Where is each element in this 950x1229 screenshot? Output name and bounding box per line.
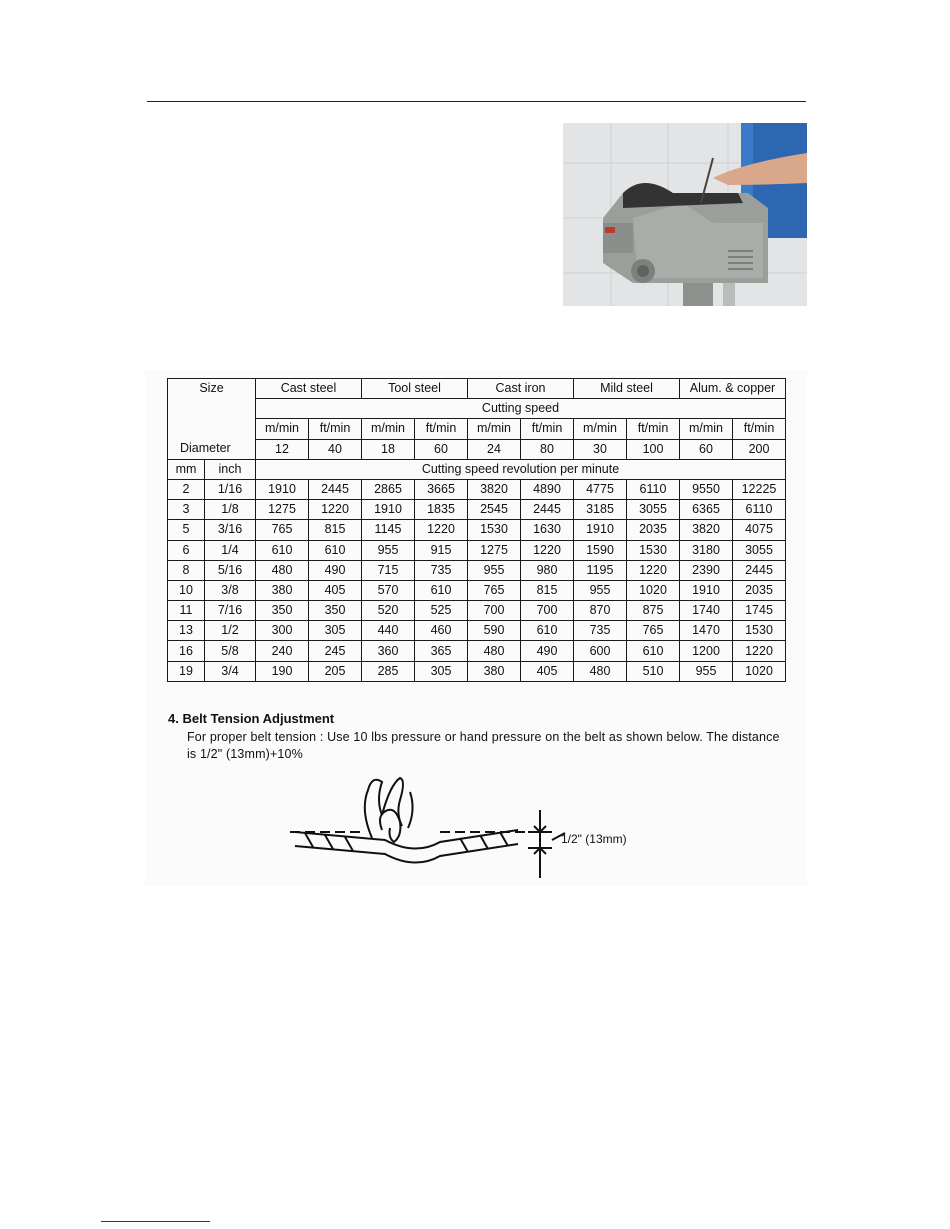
rpm-cell: 610 — [256, 540, 309, 560]
blank-cell — [168, 419, 256, 439]
rpm-cell: 1530 — [733, 621, 786, 641]
inch-cell: 5/8 — [205, 641, 256, 661]
unit-cell: m/min — [680, 419, 733, 439]
rpm-cell: 480 — [468, 641, 521, 661]
rpm-cell: 765 — [468, 580, 521, 600]
rpm-cell: 570 — [362, 580, 415, 600]
rpm-cell: 1020 — [627, 580, 680, 600]
speed-cell: 12 — [256, 439, 309, 459]
mm-cell: 11 — [168, 601, 205, 621]
rpm-cell: 440 — [362, 621, 415, 641]
rpm-cell: 285 — [362, 661, 415, 681]
rpm-cell: 700 — [521, 601, 574, 621]
rpm-cell: 1530 — [468, 520, 521, 540]
rpm-cell: 955 — [574, 580, 627, 600]
section-body: For proper belt tension : Use 10 lbs pressure or hand pressure on the belt as shown below. The distance is 1/2" (13mm)+10% — [187, 730, 780, 761]
rpm-cell: 765 — [256, 520, 309, 540]
header-rule — [147, 101, 806, 102]
rpm-cell: 2390 — [680, 560, 733, 580]
rpm-cell: 1470 — [680, 621, 733, 641]
speed-cell: 40 — [309, 439, 362, 459]
rpm-cell: 765 — [627, 621, 680, 641]
rpm-rows — [168, 479, 786, 681]
inch-cell: 7/16 — [205, 601, 256, 621]
rpm-cell: 525 — [415, 601, 468, 621]
rpm-cell: 300 — [256, 621, 309, 641]
rpm-cell: 480 — [574, 661, 627, 681]
rpm-header: Cutting speed revolution per minute — [256, 459, 786, 479]
table-row — [168, 500, 786, 520]
rpm-cell: 610 — [309, 540, 362, 560]
rpm-cell: 915 — [415, 540, 468, 560]
mm-cell: 8 — [168, 560, 205, 580]
rpm-cell: 6365 — [680, 500, 733, 520]
mm-cell: 2 — [168, 479, 205, 499]
rpm-cell: 875 — [627, 601, 680, 621]
rpm-cell: 815 — [309, 520, 362, 540]
inch-cell: 5/16 — [205, 560, 256, 580]
table-row — [168, 520, 786, 540]
rpm-cell: 1630 — [521, 520, 574, 540]
cutting-speed-header: Cutting speed — [256, 399, 786, 419]
inch-cell: 3/8 — [205, 580, 256, 600]
rpm-cell: 1910 — [680, 580, 733, 600]
rpm-cell: 1220 — [627, 560, 680, 580]
mm-cell: 16 — [168, 641, 205, 661]
rpm-cell: 870 — [574, 601, 627, 621]
rpm-cell: 590 — [468, 621, 521, 641]
rpm-cell: 3055 — [627, 500, 680, 520]
unit-cell: ft/min — [733, 419, 786, 439]
unit-cell: ft/min — [521, 419, 574, 439]
rpm-cell: 405 — [309, 580, 362, 600]
speed-cell: 24 — [468, 439, 521, 459]
size-header: Size — [168, 379, 256, 399]
rpm-cell: 1910 — [256, 479, 309, 499]
rpm-cell: 3820 — [680, 520, 733, 540]
inch-cell: 3/4 — [205, 661, 256, 681]
rpm-cell: 735 — [415, 560, 468, 580]
rpm-cell: 1835 — [415, 500, 468, 520]
cutting-speed-table — [167, 378, 786, 682]
table-row — [168, 621, 786, 641]
rpm-cell: 4775 — [574, 479, 627, 499]
table-row — [168, 540, 786, 560]
rpm-cell: 955 — [468, 560, 521, 580]
table-header-row — [168, 379, 786, 399]
rpm-cell: 405 — [521, 661, 574, 681]
inch-cell: 1/16 — [205, 479, 256, 499]
inch-cell: 1/8 — [205, 500, 256, 520]
rpm-cell: 2035 — [733, 580, 786, 600]
rpm-cell: 3180 — [680, 540, 733, 560]
table-header-row — [168, 399, 786, 419]
inch-cell: 1/4 — [205, 540, 256, 560]
table-row — [168, 560, 786, 580]
rpm-cell: 2865 — [362, 479, 415, 499]
unit-cell: m/min — [574, 419, 627, 439]
rpm-cell: 12225 — [733, 479, 786, 499]
blank-cell — [168, 399, 256, 419]
rpm-cell: 6110 — [627, 479, 680, 499]
mm-cell: 6 — [168, 540, 205, 560]
rpm-cell: 735 — [574, 621, 627, 641]
table-row — [168, 601, 786, 621]
rpm-cell: 350 — [256, 601, 309, 621]
rpm-cell: 350 — [309, 601, 362, 621]
rpm-cell: 610 — [415, 580, 468, 600]
diagram-label: 1/2" (13mm) — [561, 832, 627, 846]
rpm-cell: 380 — [256, 580, 309, 600]
rpm-cell: 190 — [256, 661, 309, 681]
rpm-cell: 490 — [521, 641, 574, 661]
rpm-cell: 1910 — [362, 500, 415, 520]
rpm-cell: 305 — [309, 621, 362, 641]
rpm-cell: 1020 — [733, 661, 786, 681]
table-header-row — [168, 459, 786, 479]
inch-cell: 3/16 — [205, 520, 256, 540]
mm-cell: 3 — [168, 500, 205, 520]
rpm-cell: 360 — [362, 641, 415, 661]
speed-cell: 60 — [415, 439, 468, 459]
rpm-cell: 955 — [362, 540, 415, 560]
table-row — [168, 479, 786, 499]
material-header: Tool steel — [362, 379, 468, 399]
table-row — [168, 641, 786, 661]
rpm-cell: 9550 — [680, 479, 733, 499]
material-header: Cast steel — [256, 379, 362, 399]
rpm-cell: 380 — [468, 661, 521, 681]
rpm-cell: 1195 — [574, 560, 627, 580]
speed-cell: 100 — [627, 439, 680, 459]
rpm-cell: 2545 — [468, 500, 521, 520]
drill-press-photo — [563, 123, 807, 306]
rpm-cell: 700 — [468, 601, 521, 621]
footnote-rule — [101, 1221, 210, 1222]
belt-tension-diagram — [290, 770, 650, 882]
rpm-cell: 600 — [574, 641, 627, 661]
rpm-cell: 480 — [256, 560, 309, 580]
unit-cell: ft/min — [309, 419, 362, 439]
rpm-cell: 1145 — [362, 520, 415, 540]
mm-cell: 19 — [168, 661, 205, 681]
rpm-cell: 1745 — [733, 601, 786, 621]
unit-cell: ft/min — [627, 419, 680, 439]
rpm-cell: 240 — [256, 641, 309, 661]
rpm-cell: 2445 — [733, 560, 786, 580]
speed-cell: 60 — [680, 439, 733, 459]
rpm-cell: 2445 — [309, 479, 362, 499]
rpm-cell: 1910 — [574, 520, 627, 540]
rpm-cell: 1220 — [309, 500, 362, 520]
rpm-cell: 1220 — [415, 520, 468, 540]
unit-cell: m/min — [468, 419, 521, 439]
rpm-cell: 3665 — [415, 479, 468, 499]
rpm-cell: 715 — [362, 560, 415, 580]
rpm-cell: 6110 — [733, 500, 786, 520]
speed-cell: 30 — [574, 439, 627, 459]
rpm-cell: 365 — [415, 641, 468, 661]
rpm-cell: 4890 — [521, 479, 574, 499]
mm-cell: 13 — [168, 621, 205, 641]
rpm-cell: 1590 — [574, 540, 627, 560]
table-row — [168, 661, 786, 681]
rpm-cell: 460 — [415, 621, 468, 641]
material-header: Alum. & copper — [680, 379, 786, 399]
speed-cell: 200 — [733, 439, 786, 459]
rpm-cell: 1740 — [680, 601, 733, 621]
inch-cell: 1/2 — [205, 621, 256, 641]
rpm-cell: 3185 — [574, 500, 627, 520]
rpm-cell: 490 — [309, 560, 362, 580]
rpm-cell: 520 — [362, 601, 415, 621]
rpm-cell: 510 — [627, 661, 680, 681]
rpm-cell: 1200 — [680, 641, 733, 661]
unit-cell: ft/min — [415, 419, 468, 439]
mm-header: mm — [168, 459, 205, 479]
mm-cell: 10 — [168, 580, 205, 600]
rpm-cell: 1220 — [521, 540, 574, 560]
diameter-header: Diameter — [168, 439, 256, 459]
rpm-cell: 305 — [415, 661, 468, 681]
section-heading: 4. Belt Tension Adjustment — [168, 711, 335, 726]
rpm-cell: 205 — [309, 661, 362, 681]
rpm-cell: 1275 — [256, 500, 309, 520]
unit-cell: m/min — [256, 419, 309, 439]
rpm-cell: 1275 — [468, 540, 521, 560]
speed-cell: 18 — [362, 439, 415, 459]
rpm-cell: 245 — [309, 641, 362, 661]
rpm-cell: 4075 — [733, 520, 786, 540]
inch-header: inch — [205, 459, 256, 479]
rpm-cell: 610 — [521, 621, 574, 641]
rpm-cell: 3055 — [733, 540, 786, 560]
table-header-row — [168, 419, 786, 439]
rpm-cell: 1530 — [627, 540, 680, 560]
rpm-cell: 610 — [627, 641, 680, 661]
material-header: Mild steel — [574, 379, 680, 399]
table-row — [168, 580, 786, 600]
rpm-cell: 2445 — [521, 500, 574, 520]
speed-cell: 80 — [521, 439, 574, 459]
unit-cell: m/min — [362, 419, 415, 439]
material-header: Cast iron — [468, 379, 574, 399]
rpm-cell: 3820 — [468, 479, 521, 499]
rpm-cell: 1220 — [733, 641, 786, 661]
table-header-row — [168, 439, 786, 459]
mm-cell: 5 — [168, 520, 205, 540]
rpm-cell: 955 — [680, 661, 733, 681]
rpm-cell: 980 — [521, 560, 574, 580]
rpm-cell: 2035 — [627, 520, 680, 540]
rpm-cell: 815 — [521, 580, 574, 600]
